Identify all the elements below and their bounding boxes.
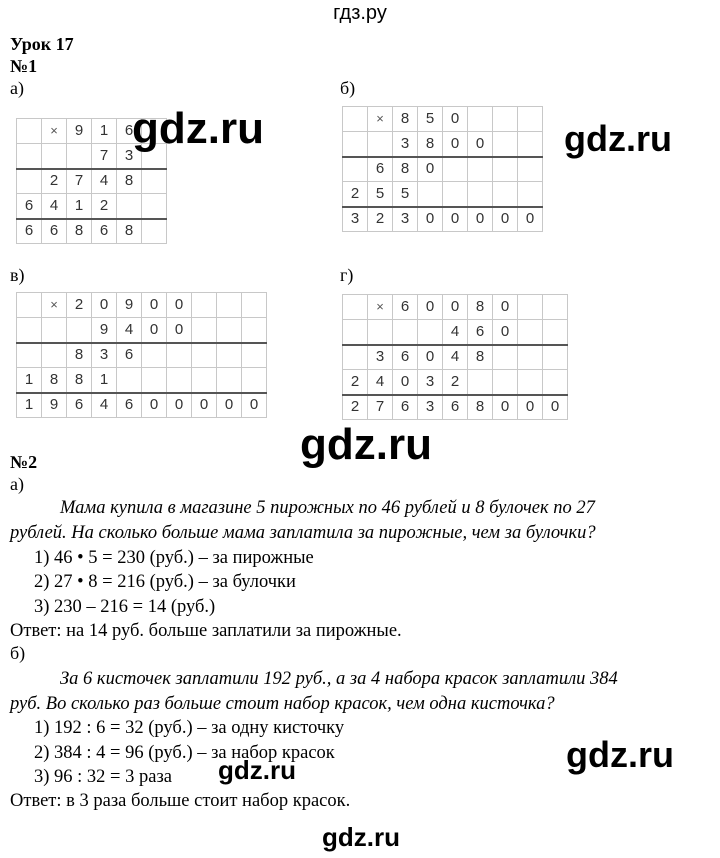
grid-cell: 8 xyxy=(67,219,92,244)
grid-row xyxy=(17,318,267,343)
grid-cell xyxy=(117,368,142,393)
grid-cell xyxy=(17,119,42,144)
grid-cell xyxy=(518,182,543,207)
grid-cell xyxy=(543,320,568,345)
grid-cell xyxy=(242,318,267,343)
grid-cell: 2 xyxy=(443,370,468,395)
grid-cell xyxy=(192,368,217,393)
grid-row xyxy=(17,343,267,368)
grid-cell: 3 xyxy=(343,207,368,232)
site-header: гдз.ру xyxy=(333,2,387,24)
grid-cell: 6 xyxy=(117,343,142,368)
task2-a-problem-line2: рублей. На сколько больше мама заплатила за пирожные, чем за булочки? xyxy=(10,523,596,543)
task1-b-label: б) xyxy=(340,78,356,98)
grid-cell: 6 xyxy=(67,393,92,418)
grid-row xyxy=(343,207,543,232)
grid-cell xyxy=(493,345,518,370)
grid-cell xyxy=(242,368,267,393)
multiplication-grid-b xyxy=(342,106,543,232)
grid-cell: 3 xyxy=(418,370,443,395)
grid-row xyxy=(17,219,167,244)
task1-number: №1 xyxy=(10,56,38,76)
grid-cell: 1 xyxy=(17,368,42,393)
grid-cell xyxy=(393,320,418,345)
grid-cell xyxy=(17,169,42,194)
grid-cell: 6 xyxy=(42,219,67,244)
grid-cell xyxy=(343,320,368,345)
grid-cell xyxy=(468,370,493,395)
grid-cell xyxy=(343,132,368,157)
grid-cell xyxy=(518,370,543,395)
grid-cell: 2 xyxy=(67,293,92,318)
grid-row xyxy=(17,169,167,194)
grid-cell: 0 xyxy=(518,207,543,232)
watermark: gdz.ru xyxy=(132,104,264,153)
grid-row xyxy=(343,345,568,370)
grid-cell xyxy=(343,345,368,370)
grid-cell: 8 xyxy=(117,169,142,194)
grid-cell: 2 xyxy=(92,194,117,219)
grid-cell: 2 xyxy=(343,370,368,395)
grid-cell: 6 xyxy=(443,395,468,420)
grid-cell: 6 xyxy=(92,219,117,244)
grid-cell xyxy=(142,219,167,244)
grid-cell xyxy=(42,343,67,368)
grid-cell: 0 xyxy=(543,395,568,420)
grid-row xyxy=(343,370,568,395)
grid-cell xyxy=(217,318,242,343)
grid-cell xyxy=(42,318,67,343)
grid-cell: 4 xyxy=(92,169,117,194)
task2-b-step-3: 3) 96 : 32 = 3 раза xyxy=(34,767,172,787)
grid-cell: 0 xyxy=(167,293,192,318)
grid-cell: 0 xyxy=(217,393,242,418)
product-line xyxy=(342,344,568,346)
task1-g-label: г) xyxy=(340,265,354,285)
grid-cell xyxy=(217,293,242,318)
grid-cell: 6 xyxy=(468,320,493,345)
grid-cell xyxy=(192,293,217,318)
grid-cell xyxy=(17,318,42,343)
grid-cell: 6 xyxy=(117,119,142,144)
grid-row xyxy=(343,320,568,345)
multiplication-grid-v xyxy=(16,292,267,418)
grid-cell: 6 xyxy=(393,295,418,320)
grid-cell: 2 xyxy=(42,169,67,194)
grid-cell: 5 xyxy=(368,182,393,207)
grid-row xyxy=(343,182,543,207)
grid-cell: 8 xyxy=(393,107,418,132)
grid-cell: 3 xyxy=(368,345,393,370)
grid-cell: 3 xyxy=(393,132,418,157)
grid-cell: 4 xyxy=(443,345,468,370)
grid-cell: 0 xyxy=(493,320,518,345)
task2-a-problem-line1: Мама купила в магазине 5 пирожных по 46 рублей и 8 булочек по 27 xyxy=(60,498,595,518)
grid-cell: 8 xyxy=(468,345,493,370)
grid-cell: 5 xyxy=(393,182,418,207)
grid-cell: 0 xyxy=(142,393,167,418)
grid-cell xyxy=(468,182,493,207)
grid-cell: 6 xyxy=(117,393,142,418)
grid-cell: 2 xyxy=(368,207,393,232)
grid-cell: 6 xyxy=(393,345,418,370)
grid-cell: 0 xyxy=(418,157,443,182)
grid-cell: 4 xyxy=(42,194,67,219)
grid-cell: 4 xyxy=(443,320,468,345)
grid-cell: 0 xyxy=(443,107,468,132)
grid-row xyxy=(343,132,543,157)
grid-cell: 8 xyxy=(468,395,493,420)
grid-cell: 0 xyxy=(443,295,468,320)
product-line xyxy=(16,168,167,170)
grid-cell: 6 xyxy=(17,194,42,219)
grid-cell xyxy=(468,107,493,132)
grid-cell xyxy=(443,157,468,182)
task2-b-answer: Ответ: в 3 раза больше стоит набор красок. xyxy=(10,791,351,811)
grid-cell: 2 xyxy=(343,395,368,420)
grid-cell: 3 xyxy=(117,144,142,169)
grid-cell: 6 xyxy=(393,395,418,420)
multiply-sign: × xyxy=(368,295,393,320)
task1-v-label: в) xyxy=(10,265,25,285)
grid-cell xyxy=(192,343,217,368)
grid-cell xyxy=(242,343,267,368)
task2-a-label: а) xyxy=(10,474,24,494)
grid-cell xyxy=(493,157,518,182)
task2-a-step-3: 3) 230 – 216 = 14 (руб.) xyxy=(34,597,216,617)
grid-cell: 1 xyxy=(92,368,117,393)
watermark: gdz.ru xyxy=(564,118,672,159)
grid-cell xyxy=(368,320,393,345)
grid-cell: 0 xyxy=(518,395,543,420)
grid-cell: 2 xyxy=(343,182,368,207)
task2-b-step-1: 1) 192 : 6 = 32 (руб.) – за одну кисточку xyxy=(34,718,345,738)
grid-cell xyxy=(518,295,543,320)
task2-b-step-2: 2) 384 : 4 = 96 (руб.) – за набор красок xyxy=(34,743,335,763)
task2-a-step-1: 1) 46 • 5 = 230 (руб.) – за пирожные xyxy=(34,548,314,568)
grid-cell: 7 xyxy=(368,395,393,420)
grid-cell xyxy=(343,107,368,132)
grid-cell: 1 xyxy=(92,119,117,144)
grid-cell xyxy=(17,293,42,318)
grid-cell xyxy=(518,107,543,132)
grid-cell: 0 xyxy=(192,393,217,418)
grid-cell: 0 xyxy=(167,393,192,418)
grid-row xyxy=(343,157,543,182)
grid-cell xyxy=(217,343,242,368)
task1-a-label: а) xyxy=(10,78,24,98)
grid-cell xyxy=(543,370,568,395)
grid-cell: 0 xyxy=(142,293,167,318)
grid-cell: 0 xyxy=(418,207,443,232)
grid-cell: 8 xyxy=(468,295,493,320)
grid-cell: 0 xyxy=(468,207,493,232)
watermark: gdz.ru xyxy=(218,755,296,785)
grid-cell: 9 xyxy=(92,318,117,343)
watermark: gdz.ru xyxy=(566,734,674,775)
grid-row xyxy=(17,393,267,418)
grid-cell xyxy=(518,157,543,182)
grid-cell: 9 xyxy=(117,293,142,318)
lesson-title: Урок 17 xyxy=(10,34,74,54)
grid-cell xyxy=(142,169,167,194)
grid-cell: 4 xyxy=(92,393,117,418)
grid-cell: 0 xyxy=(493,295,518,320)
grid-cell xyxy=(518,345,543,370)
task2-b-problem-line2: руб. Во сколько раз больше стоит набор красок, чем одна кисточка? xyxy=(10,694,555,714)
grid-cell xyxy=(117,194,142,219)
product-line xyxy=(16,342,267,344)
task2-a-answer: Ответ: на 14 руб. больше заплатили за пирожные. xyxy=(10,621,402,641)
sum-line xyxy=(16,218,167,220)
product-line xyxy=(342,156,543,158)
grid-cell xyxy=(493,370,518,395)
grid-cell: 0 xyxy=(443,207,468,232)
grid-cell: 6 xyxy=(17,219,42,244)
grid-cell xyxy=(67,144,92,169)
grid-cell: 6 xyxy=(368,157,393,182)
grid-cell xyxy=(242,293,267,318)
task2-b-label: б) xyxy=(10,643,26,663)
grid-cell xyxy=(67,318,92,343)
grid-cell xyxy=(543,345,568,370)
grid-row xyxy=(343,295,568,320)
grid-row xyxy=(17,194,167,219)
grid-cell xyxy=(368,132,393,157)
grid-cell xyxy=(42,144,67,169)
grid-cell: 1 xyxy=(17,393,42,418)
grid-cell: 0 xyxy=(418,295,443,320)
grid-cell: 0 xyxy=(443,132,468,157)
grid-cell xyxy=(443,182,468,207)
grid-cell: 8 xyxy=(67,368,92,393)
grid-cell xyxy=(142,343,167,368)
grid-cell xyxy=(418,320,443,345)
grid-cell: 8 xyxy=(42,368,67,393)
grid-cell xyxy=(468,157,493,182)
grid-cell xyxy=(518,132,543,157)
grid-row xyxy=(343,107,543,132)
grid-cell xyxy=(418,182,443,207)
grid-cell xyxy=(493,132,518,157)
grid-cell: 7 xyxy=(92,144,117,169)
sum-line xyxy=(342,394,568,396)
grid-cell: 8 xyxy=(418,132,443,157)
grid-cell: 0 xyxy=(418,345,443,370)
grid-cell: 9 xyxy=(42,393,67,418)
grid-cell: 9 xyxy=(67,119,92,144)
grid-cell: 3 xyxy=(393,207,418,232)
grid-cell xyxy=(17,343,42,368)
multiply-sign: × xyxy=(368,107,393,132)
sum-line xyxy=(342,206,543,208)
grid-cell xyxy=(142,368,167,393)
grid-cell: 5 xyxy=(418,107,443,132)
grid-cell: 0 xyxy=(92,293,117,318)
task2-number: №2 xyxy=(10,452,38,472)
grid-cell: 4 xyxy=(117,318,142,343)
watermark: gdz.ru xyxy=(322,822,400,852)
grid-cell xyxy=(518,320,543,345)
grid-cell: 8 xyxy=(117,219,142,244)
multiply-sign: × xyxy=(42,293,67,318)
grid-cell xyxy=(167,343,192,368)
grid-cell: 0 xyxy=(167,318,192,343)
grid-row xyxy=(17,293,267,318)
grid-cell: 0 xyxy=(142,318,167,343)
sum-line xyxy=(16,392,267,394)
watermark: gdz.ru xyxy=(300,420,432,469)
grid-cell xyxy=(543,295,568,320)
grid-cell xyxy=(142,194,167,219)
task2-b-problem-line1: За 6 кисточек заплатили 192 руб., а за 4 набора красок заплатили 384 xyxy=(60,669,618,689)
grid-cell: 0 xyxy=(242,393,267,418)
grid-cell: 4 xyxy=(368,370,393,395)
grid-cell xyxy=(17,144,42,169)
grid-row xyxy=(343,395,568,420)
grid-cell: 0 xyxy=(493,207,518,232)
grid-cell xyxy=(217,368,242,393)
grid-cell xyxy=(343,295,368,320)
task2-a-step-2: 2) 27 • 8 = 216 (руб.) – за булочки xyxy=(34,572,296,592)
grid-cell xyxy=(192,318,217,343)
grid-cell xyxy=(493,107,518,132)
grid-cell: 3 xyxy=(418,395,443,420)
multiply-sign: × xyxy=(42,119,67,144)
multiplication-grid-g xyxy=(342,294,568,420)
grid-cell: 0 xyxy=(393,370,418,395)
grid-cell: 1 xyxy=(67,194,92,219)
grid-cell: 7 xyxy=(67,169,92,194)
grid-row xyxy=(17,368,267,393)
grid-cell: 8 xyxy=(393,157,418,182)
grid-cell: 8 xyxy=(67,343,92,368)
grid-cell xyxy=(493,182,518,207)
grid-cell: 0 xyxy=(493,395,518,420)
grid-cell: 0 xyxy=(468,132,493,157)
grid-cell: 3 xyxy=(92,343,117,368)
grid-cell xyxy=(167,368,192,393)
grid-cell xyxy=(343,157,368,182)
